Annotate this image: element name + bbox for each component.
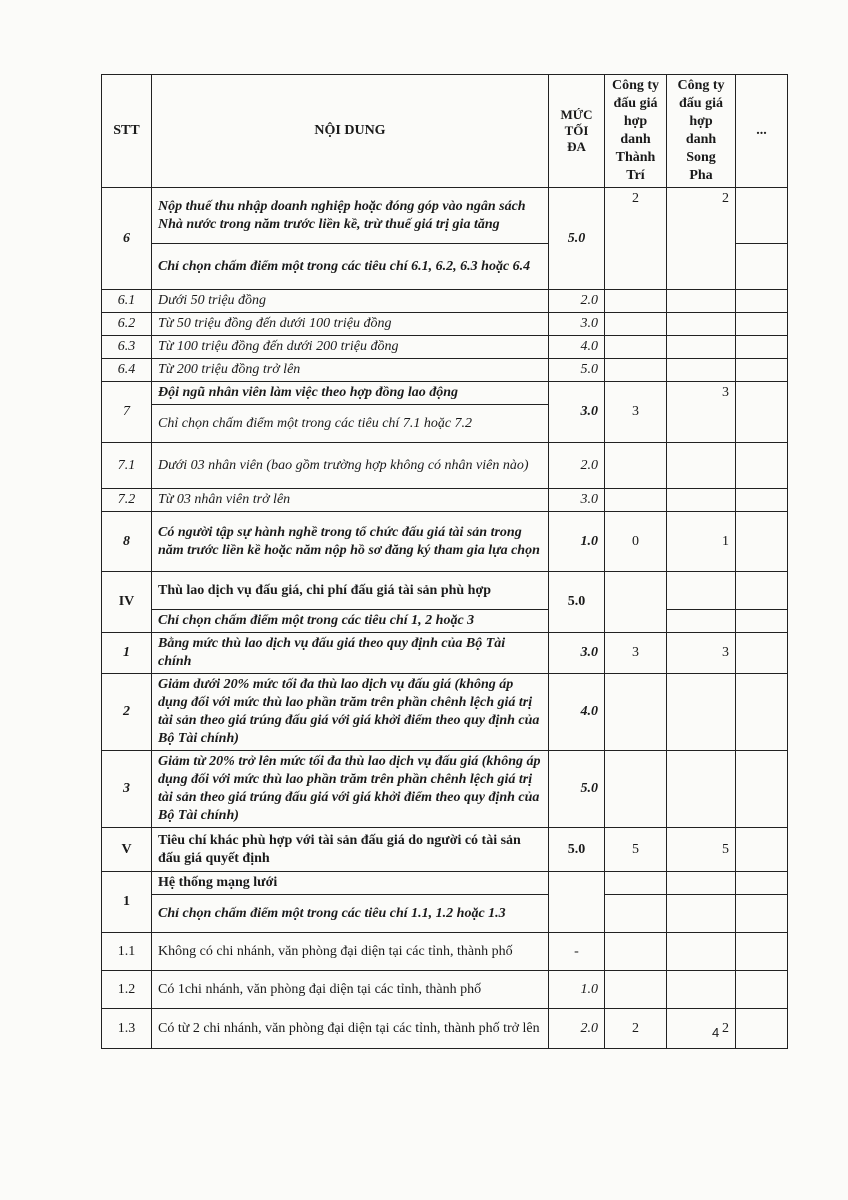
table-row xyxy=(102,244,788,290)
row-max: 5.0 xyxy=(549,751,605,828)
row-score-2: 2 xyxy=(667,188,736,244)
header-company-song-pha: Công ty đấu giá hợp danh Song Pha xyxy=(667,75,736,188)
row-score-2: 3 xyxy=(667,633,736,674)
row-stt: IV xyxy=(102,572,152,633)
row-stt: 1.1 xyxy=(102,933,152,971)
row-score-2: 5 xyxy=(667,828,736,872)
table-row xyxy=(102,443,788,489)
table-row xyxy=(102,336,788,359)
row-note: Chỉ chọn chấm điểm một trong các tiêu chí 6.1, 6.2, 6.3 hoặc 6.4 xyxy=(152,244,549,290)
row-stt: 7 xyxy=(102,382,152,443)
row-stt: 1.2 xyxy=(102,971,152,1009)
row-stt: 6.2 xyxy=(102,313,152,336)
table-row xyxy=(102,572,788,610)
table-row xyxy=(102,751,788,828)
row-max: 3.0 xyxy=(549,313,605,336)
row-title: Đội ngũ nhân viên làm việc theo hợp đồng lao động xyxy=(152,382,549,405)
table-row xyxy=(102,674,788,751)
row-title: Hệ thống mạng lưới xyxy=(152,872,549,895)
row-score-2: 1 xyxy=(667,512,736,572)
row-max: 2.0 xyxy=(549,443,605,489)
row-score-1: 2 xyxy=(605,188,667,244)
row-max: 1.0 xyxy=(549,512,605,572)
table-row xyxy=(102,633,788,674)
row-text: Dưới 50 triệu đồng xyxy=(152,290,549,313)
row-score-3 xyxy=(736,188,788,244)
row-stt: 7.1 xyxy=(102,443,152,489)
row-title: Thù lao dịch vụ đấu giá, chi phí đấu giá tài sản phù hợp xyxy=(152,572,549,610)
row-stt: 7.2 xyxy=(102,489,152,512)
row-text: Có 1chi nhánh, văn phòng đại diện tại các tỉnh, thành phố xyxy=(152,971,549,1009)
row-max: 4.0 xyxy=(549,674,605,751)
row-max: 2.0 xyxy=(549,1009,605,1049)
row-stt: 6 xyxy=(102,188,152,290)
row-stt: 6.4 xyxy=(102,359,152,382)
row-text: Dưới 03 nhân viên (bao gồm trường hợp không có nhân viên nào) xyxy=(152,443,549,489)
row-stt: 3 xyxy=(102,751,152,828)
row-stt: 1.3 xyxy=(102,1009,152,1049)
row-text: Không có chi nhánh, văn phòng đại diện tại các tỉnh, thành phố xyxy=(152,933,549,971)
criteria-table xyxy=(101,74,788,1049)
table-row xyxy=(102,872,788,895)
row-stt: V xyxy=(102,828,152,872)
row-score-1: 3 xyxy=(605,633,667,674)
row-text: Tiêu chí khác phù hợp với tài sản đấu giá do người có tài sản đấu giá quyết định xyxy=(152,828,549,872)
table-row xyxy=(102,610,788,633)
row-score-2: 2 xyxy=(667,1009,736,1049)
table-header-row xyxy=(102,75,788,188)
row-max: 1.0 xyxy=(549,971,605,1009)
table-row xyxy=(102,512,788,572)
header-company-thanh-tri: Công ty đấu giá hợp danh Thành Trí xyxy=(605,75,667,188)
row-text: Giảm từ 20% trở lên mức tối đa thù lao dịch vụ đấu giá (không áp dụng đối với mức thù lao phần trăm trên phần chênh lệch giá trị tài sản theo giá trúng đấu giá với giá khởi điểm theo quy định của Bộ Tài chính) xyxy=(152,751,549,828)
row-max: 3.0 xyxy=(549,633,605,674)
header-stt: STT xyxy=(102,75,152,188)
row-text: Có từ 2 chi nhánh, văn phòng đại diện tại các tỉnh, thành phố trở lên xyxy=(152,1009,549,1049)
table-row xyxy=(102,971,788,1009)
row-text: Giảm dưới 20% mức tối đa thù lao dịch vụ đấu giá (không áp dụng đối với mức thù lao phần trăm trên phần chênh lệch giá trị tài sản theo giá trúng đấu giá với giá khởi điểm theo quy định của Bộ Tài chính) xyxy=(152,674,549,751)
row-text: Từ 50 triệu đồng đến dưới 100 triệu đồng xyxy=(152,313,549,336)
table-row xyxy=(102,313,788,336)
row-stt: 1 xyxy=(102,872,152,933)
row-note: Chỉ chọn chấm điểm một trong các tiêu chí 1, 2 hoặc 3 xyxy=(152,610,549,633)
row-score-1: 2 xyxy=(605,1009,667,1049)
table-row xyxy=(102,489,788,512)
row-stt: 2 xyxy=(102,674,152,751)
row-score-1: 3 xyxy=(605,382,667,443)
header-more: ... xyxy=(736,75,788,188)
row-text: Từ 100 triệu đồng đến dưới 200 triệu đồng xyxy=(152,336,549,359)
row-max: 4.0 xyxy=(549,336,605,359)
page-number: 4 xyxy=(712,1025,720,1040)
table-row xyxy=(102,933,788,971)
row-text: Bằng mức thù lao dịch vụ đấu giá theo quy định của Bộ Tài chính xyxy=(152,633,549,674)
row-text: Từ 03 nhân viên trở lên xyxy=(152,489,549,512)
row-score-1: 0 xyxy=(605,512,667,572)
row-max: 5.0 xyxy=(549,359,605,382)
row-stt: 1 xyxy=(102,633,152,674)
row-max: 2.0 xyxy=(549,290,605,313)
header-content: NỘI DUNG xyxy=(152,75,549,188)
row-stt: 6.1 xyxy=(102,290,152,313)
table-row xyxy=(102,895,788,933)
row-score-2: 3 xyxy=(667,382,736,443)
table-row xyxy=(102,359,788,382)
row-max: - xyxy=(549,933,605,971)
row-max: 3.0 xyxy=(549,382,605,443)
row-max: 5.0 xyxy=(549,188,605,290)
row-score-1: 5 xyxy=(605,828,667,872)
header-max: MỨC TỐI ĐA xyxy=(549,75,605,188)
row-max: 3.0 xyxy=(549,489,605,512)
row-max: 5.0 xyxy=(549,572,605,633)
table-row xyxy=(102,828,788,872)
row-title: Có người tập sự hành nghề trong tổ chức đấu giá tài sản trong năm trước liền kề hoặc năm nộp hồ sơ đăng ký tham gia lựa chọn xyxy=(152,512,549,572)
table-row xyxy=(102,1009,788,1049)
table-row xyxy=(102,290,788,313)
table-row xyxy=(102,188,788,244)
row-stt: 6.3 xyxy=(102,336,152,359)
row-title: Nộp thuế thu nhập doanh nghiệp hoặc đóng góp vào ngân sách Nhà nước trong năm trước liền kề, trừ thuế giá trị gia tăng xyxy=(152,188,549,244)
row-max: 5.0 xyxy=(549,828,605,872)
row-text: Từ 200 triệu đồng trở lên xyxy=(152,359,549,382)
row-note: Chỉ chọn chấm điểm một trong các tiêu chí 7.1 hoặc 7.2 xyxy=(152,405,549,443)
row-note: Chỉ chọn chấm điểm một trong các tiêu chí 1.1, 1.2 hoặc 1.3 xyxy=(152,895,549,933)
row-stt: 8 xyxy=(102,512,152,572)
table-row xyxy=(102,382,788,405)
